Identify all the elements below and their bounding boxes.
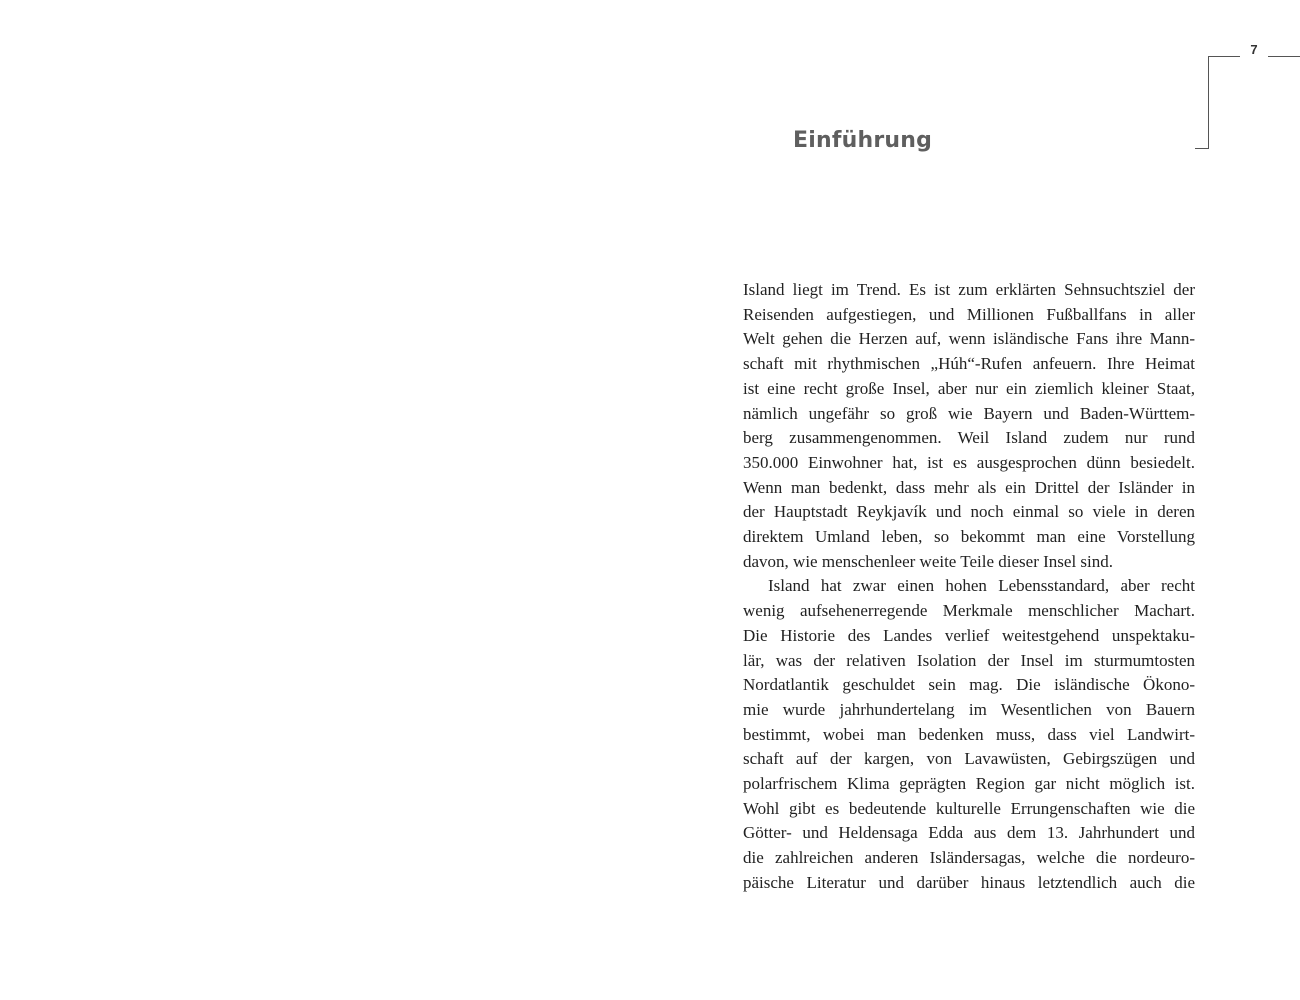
- text-line: nämlich ungefähr so groß wie Bayern und Baden-Württem-: [743, 403, 1195, 423]
- text-line: Wenn man bedenkt, dass mehr als ein Drittel der Isländer in: [743, 477, 1195, 497]
- paragraph-1: [743, 278, 1195, 574]
- text-line: bestimmt, wobei man bedenken muss, dass viel Landwirt-: [743, 724, 1195, 744]
- text-line: Die Historie des Landes verlief weitestgehend unspektaku-: [743, 625, 1195, 645]
- text-line: davon, wie menschenleer weite Teile dieser Insel sind.: [743, 551, 1114, 571]
- text-line: berg zusammengenommen. Weil Island zudem nur rund: [743, 428, 1195, 448]
- text-line: Reisenden aufgestiegen, und Millionen Fußballfans in aller: [743, 304, 1195, 324]
- body-text: [743, 278, 1195, 896]
- corner-marker-vertical-segment: [1208, 56, 1209, 149]
- corner-marker-bottom-segment: [1195, 148, 1209, 149]
- text-line: Island liegt im Trend. Es ist zum erklärten Sehnsuchtsziel der: [743, 280, 1195, 299]
- text-line: schaft auf der kargen, von Lavawüsten, Gebirgszügen und: [743, 749, 1195, 769]
- text-line: polarfrischem Klima geprägten Region gar nicht möglich ist.: [743, 774, 1195, 794]
- text-line: Götter- und Heldensaga Edda aus dem 13. Jahrhundert und: [743, 823, 1195, 843]
- text-line: ist eine recht große Insel, aber nur ein ziemlich kleiner Staat,: [743, 378, 1195, 398]
- chapter-title: Einführung: [793, 128, 933, 153]
- text-line: schaft mit rhythmischen „Húh“-Rufen anfeuern. Ihre Heimat: [743, 354, 1195, 374]
- text-line: Welt gehen die Herzen auf, wenn isländische Fans ihre Mann-: [743, 329, 1195, 349]
- corner-marker-top-left-segment: [1208, 56, 1240, 57]
- text-line: mie wurde jahrhundertelang im Wesentlichen von Bauern: [743, 699, 1195, 719]
- text-line: die zahlreichen anderen Isländersagas, welche die nordeuro-: [743, 848, 1195, 868]
- text-line: Island hat zwar einen hohen Lebensstandard, aber recht: [768, 576, 1195, 596]
- text-line: Nordatlantik geschuldet sein mag. Die isländische Ökono-: [743, 675, 1195, 695]
- text-line: päische Literatur und darüber hinaus letztendlich auch die: [743, 872, 1195, 892]
- page-number: 7: [1250, 42, 1258, 57]
- text-line: der Hauptstadt Reykjavík und noch einmal so viele in deren: [743, 502, 1195, 522]
- text-line: wenig aufsehenerregende Merkmale menschlicher Machart.: [743, 601, 1195, 621]
- text-line: direktem Umland leben, so bekommt man eine Vorstellung: [743, 527, 1195, 547]
- text-line: Wohl gibt es bedeutende kulturelle Errungenschaften wie die: [743, 798, 1195, 818]
- text-line: lär, was der relativen Isolation der Insel im sturmumtosten: [743, 650, 1195, 670]
- text-line: 350.000 Einwohner hat, ist es ausgesprochen dünn besiedelt.: [743, 452, 1195, 472]
- paragraph-2: [743, 574, 1195, 895]
- corner-marker-top-right-segment: [1268, 56, 1300, 57]
